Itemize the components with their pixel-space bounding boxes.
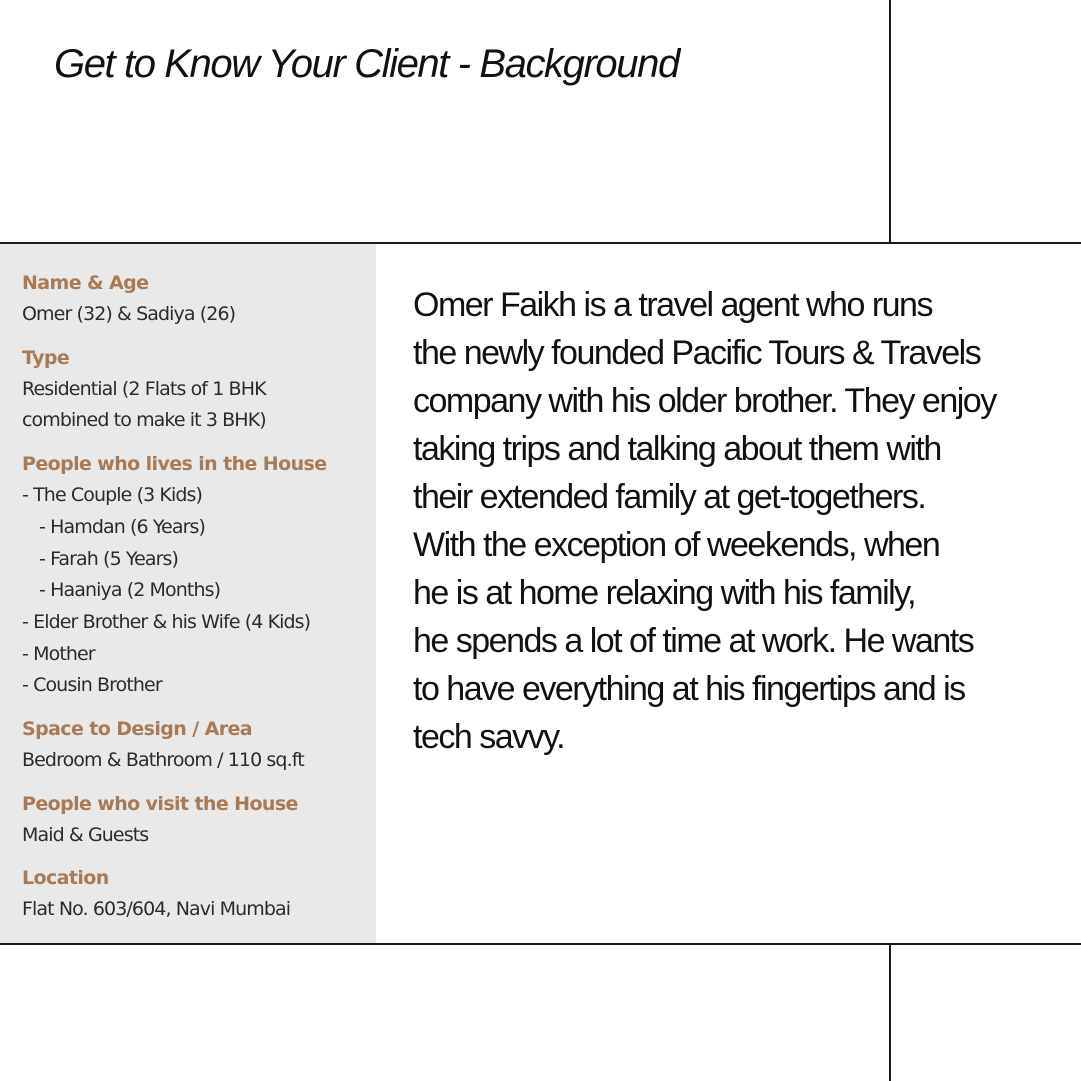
space-section xyxy=(22,714,372,777)
name-age-value: Omer (32) & Sadiya (26) xyxy=(22,303,236,325)
resident-item: - Cousin Brother xyxy=(22,674,162,697)
resident-child-item: - Haaniya (2 Months) xyxy=(39,579,221,602)
residents-heading: People who lives in the House xyxy=(22,453,327,476)
description-line: taking trips and talking about them with xyxy=(413,430,941,468)
description-line: Omer Faikh is a travel agent who runs xyxy=(413,286,932,324)
resident-item: - Elder Brother & his Wife (4 Kids) xyxy=(22,610,311,633)
top-vertical-divider xyxy=(889,0,891,244)
page-title: Get to Know Your Client - Background xyxy=(54,42,679,86)
visitors-section xyxy=(22,789,372,852)
type-section xyxy=(22,343,372,437)
location-value: Flat No. 603/604, Navi Mumbai xyxy=(22,898,291,921)
resident-child-item: - Hamdan (6 Years) xyxy=(39,515,205,538)
name-age-heading: Name & Age xyxy=(22,272,149,294)
description-line: company with his older brother. They enjoy xyxy=(413,382,996,420)
type-line: combined to make it 3 BHK) xyxy=(22,409,266,432)
location-section xyxy=(22,863,372,926)
description-line: he is at home relaxing with his family, xyxy=(413,574,916,612)
resident-child-item: - Farah (5 Years) xyxy=(39,547,179,570)
description-line: their extended family at get-togethers. xyxy=(413,478,926,516)
description-line: to have everything at his fingertips and is xyxy=(413,670,965,708)
type-heading: Type xyxy=(22,346,70,369)
resident-item: - The Couple (3 Kids) xyxy=(22,484,203,507)
client-description xyxy=(413,281,1053,761)
visitors-value: Maid & Guests xyxy=(22,823,149,846)
residents-section xyxy=(22,449,372,702)
client-info-list xyxy=(22,268,372,938)
resident-item: - Mother xyxy=(22,642,95,665)
description-line: tech savvy. xyxy=(413,718,565,756)
location-heading: Location xyxy=(22,867,109,890)
type-line: Residential (2 Flats of 1 BHK xyxy=(22,377,266,400)
visitors-heading: People who visit the House xyxy=(22,792,298,815)
description-line: he spends a lot of time at work. He wants xyxy=(413,622,974,660)
description-line: With the exception of weekends, when xyxy=(413,526,940,564)
space-heading: Space to Design / Area xyxy=(22,718,252,741)
name-age-section xyxy=(22,268,372,331)
description-line: the newly founded Pacific Tours & Travels xyxy=(413,334,981,372)
bottom-vertical-divider xyxy=(889,944,891,1081)
space-value: Bedroom & Bathroom / 110 sq.ft xyxy=(22,749,304,772)
bottom-horizontal-divider xyxy=(0,943,1081,945)
